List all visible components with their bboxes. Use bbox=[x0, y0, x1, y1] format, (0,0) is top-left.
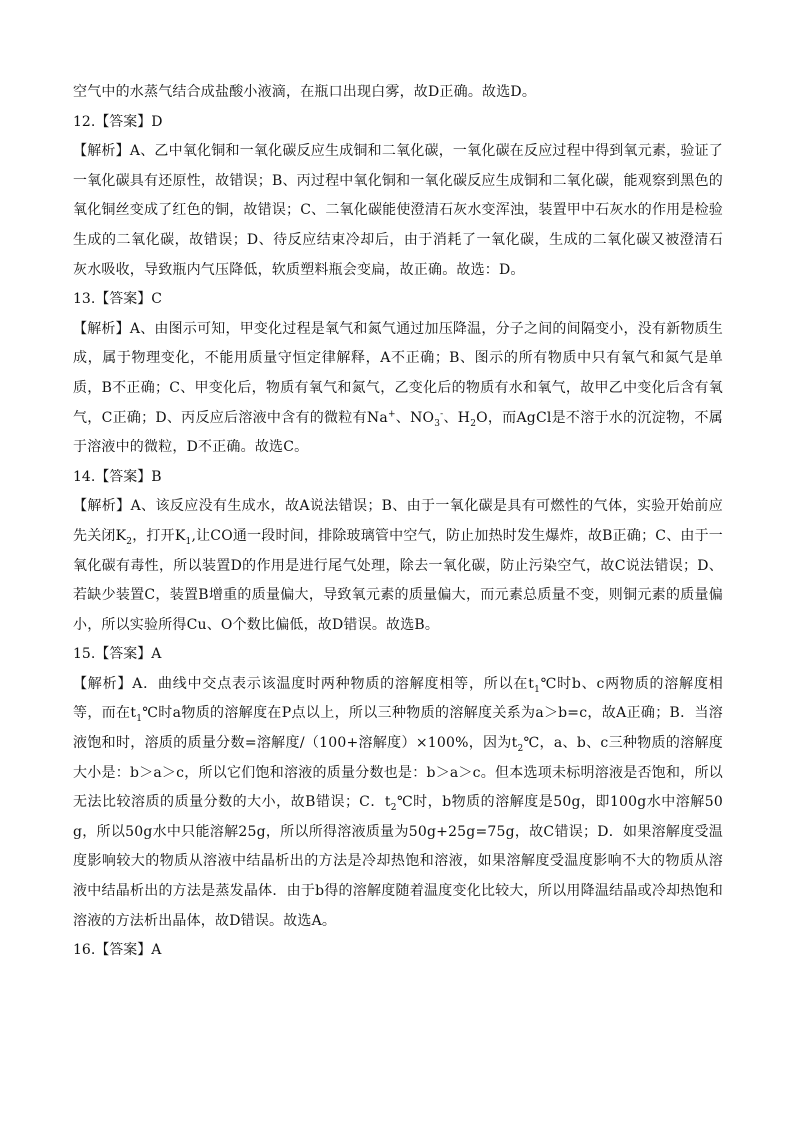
answer-16 bbox=[73, 936, 723, 966]
analysis-13 bbox=[73, 315, 723, 463]
analysis-tag: 【解析】 bbox=[73, 675, 133, 692]
analysis-text: A、由图示可知，甲变化过程是氧气和氮气通过加压降温，分子之间的间隔变小，没有新物质生成，属于物理变化，不能用质量守恒定律解释，A不正确；B、图示的所有物质中只有氧气和氮气是单质，B不正确；C、甲变化后，物质有氧气和氮气，乙变化后的物质有水和氧气，故甲乙中变化后含有氧气，C正确；D、丙反应后溶液中含有的微粒有Na+、$NO_3^-$、$H_2O$，而AgCl是不溶于水的沉淀物，不属于溶液中的微粒，D不正确。故选C。 bbox=[73, 320, 724, 456]
question-number: 15. bbox=[73, 646, 96, 663]
answer-13 bbox=[73, 285, 723, 315]
answer-12 bbox=[73, 108, 723, 138]
analysis-text: A、该反应没有生成水，故A说法错误；B、由于一氧化碳是具有可燃性的气体，实验开始前应先关闭$K_2$，打开$K_1$,让CO通一段时间，排除玻璃管中空气，防止加热时发生爆炸，故B正确；C、由于一氧化碳有毒性，所以装置D的作用是进行尾气处理，除去一氧化碳，防止污染空气，故C说法错误；D、若缺少装置C，装置B增重的质量偏大，导致氧元素的质量偏大，而元素总质量不变，则铜元素的质量偏小，所以实验所得Cu、O个数比偏低，故D错误。故选B。 bbox=[73, 498, 724, 633]
question-number: 14. bbox=[73, 468, 96, 485]
document-page bbox=[73, 78, 723, 966]
answer-tag: 【答案】 bbox=[95, 291, 152, 308]
analysis-tag: 【解析】 bbox=[73, 143, 130, 160]
analysis-tag: 【解析】 bbox=[73, 498, 131, 515]
answer-tag: 【答案】 bbox=[95, 942, 152, 959]
question-number: 16. bbox=[73, 942, 96, 959]
question-number: 13. bbox=[73, 291, 96, 308]
answer-value: C bbox=[151, 291, 162, 308]
answer-value: A bbox=[151, 646, 162, 663]
answer-value: A bbox=[151, 942, 162, 959]
analysis-14 bbox=[73, 492, 723, 640]
analysis-12 bbox=[73, 137, 723, 285]
analysis-tag: 【解析】 bbox=[73, 320, 130, 337]
question-number: 12. bbox=[73, 113, 96, 130]
analysis-text: A、乙中氧化铜和一氧化碳反应生成铜和二氧化碳，一氧化碳在反应过程中得到氧元素，验证了一氧化碳具有还原性，故错误；B、丙过程中氧化铜和一氧化碳反应生成铜和二氧化碳，能观察到黑色的氧化铜丝变成了红色的铜，故错误；C、二氧化碳能使澄清石灰水变浑浊，装置甲中石灰水的作用是检验生成的二氧化碳，故错误；D、待反应结束冷却后，由于消耗了一氧化碳，生成的二氧化碳又被澄清石灰水吸收，导致瓶内气压降低，软质塑料瓶会变扁，故正确。故选：D。 bbox=[73, 143, 723, 278]
answer-11-tail: 空气中的水蒸气结合成盐酸小液滴，在瓶口出现白雾，故D正确。故选D。 bbox=[73, 84, 537, 100]
answer-tag: 【答案】 bbox=[95, 468, 152, 485]
answer-15 bbox=[73, 640, 723, 670]
answer-14 bbox=[73, 463, 723, 493]
answer-tag: 【答案】 bbox=[95, 646, 152, 663]
answer-tag: 【答案】 bbox=[95, 113, 152, 130]
answer-value: B bbox=[151, 468, 162, 485]
answer-value: D bbox=[151, 113, 163, 130]
analysis-15 bbox=[73, 670, 723, 936]
analysis-text: A．曲线中交点表示该温度时两种物质的溶解度相等，所以在$t_1℃$时b、c两物质的溶解度相等，而在$t_1℃$时a物质的溶解度在P点以上，所以三种物质的溶解度关系为a＞b=c，故A正确；B．当溶液饱和时，溶质的质量分数=溶解度/（100+溶解度）×100%，因为$t_2℃$，a、b、c三种物质的溶解度大小是：b＞a＞c，所以它们饱和溶液的质量分数也是：b＞a＞c。但本选项未标明溶液是否饱和，所以无法比较溶质的质量分数的大小，故B错误；C．$t_2℃$时，b物质的溶解度是50g，即100g水中溶解50g，所以50g水中只能溶解25g，所以所得溶液质量为50g+25g=75g，故C错误；D．如果溶解度受温度影响较大的物质从溶液中结晶析出的方法是冷却热饱和溶液，如果溶解度受温度影响不大的物质从溶液中结晶析出的方法是蒸发晶体．由于b得的溶解度随着温度变化比较大，所以用降温结晶或冷却热饱和溶液的方法析出晶体，故D错误。故选A。 bbox=[73, 675, 724, 929]
